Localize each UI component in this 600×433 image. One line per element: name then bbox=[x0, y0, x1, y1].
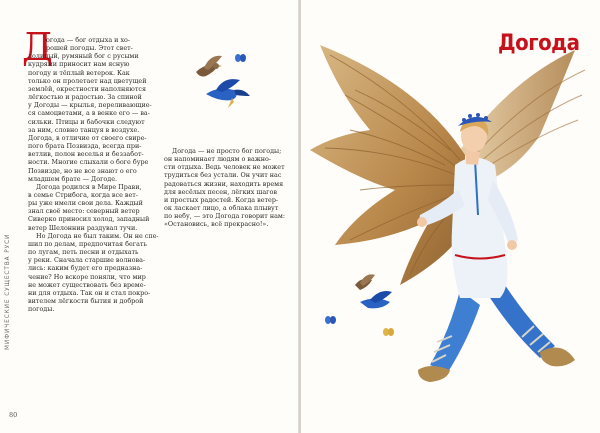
text-line: ности. Многие слыхали о боге буре bbox=[28, 158, 149, 167]
text-line: он напоминает людям о важно- bbox=[164, 155, 271, 164]
text-line: ся самоцветами, а в венке его — ва- bbox=[28, 109, 150, 118]
drop-cap: Д bbox=[22, 25, 53, 69]
butterfly-icon bbox=[325, 316, 336, 324]
text-line: у Догоды — крылья, переливающие- bbox=[28, 101, 152, 110]
trousers bbox=[430, 285, 555, 372]
dogoda-illustration bbox=[300, 40, 600, 430]
blue-bird-icon bbox=[206, 79, 250, 108]
wing-left bbox=[310, 45, 465, 285]
text-line: ветлив, полон веселья и беззабот- bbox=[28, 150, 144, 159]
text-line: Сиверко приносил холод, западный bbox=[28, 215, 150, 224]
text-line: пого брата Позвизда, всегда при- bbox=[28, 142, 142, 151]
text-line: в семье Стрибога, когда все вет- bbox=[28, 190, 138, 199]
hand-right bbox=[507, 240, 517, 250]
text-line: ветер Шелоннин раздувал тучи. bbox=[28, 223, 138, 232]
text-line: Догода родился в Мире Прави, bbox=[36, 182, 142, 191]
text-line: знал своё место: северный ветер bbox=[28, 207, 140, 216]
sparrow-icon bbox=[355, 274, 375, 290]
page-heading: Догода bbox=[498, 31, 580, 56]
left-page bbox=[0, 0, 299, 433]
butterfly-icon bbox=[383, 328, 394, 336]
text-line: землёй, окрестности наполняются bbox=[28, 84, 146, 93]
text-line: младшем брате — Догоде. bbox=[28, 174, 118, 183]
text-line: у реки. Сначала старшие волнова- bbox=[28, 256, 146, 265]
text-line: Догода, в отличие от своего свире- bbox=[28, 133, 147, 142]
text-line: сти отдыха. Ведь человек не может bbox=[164, 163, 285, 172]
text-line: за ним, словно танцуя в воздухе. bbox=[28, 125, 140, 134]
text-column-2 bbox=[164, 147, 294, 229]
text-line: ры уже имели свои дела. Каждый bbox=[28, 199, 143, 208]
text-line: ок ласкает лицо, а облака плывут bbox=[164, 204, 279, 213]
side-title-text: МИФИЧЕСКИЕ СУЩЕСТВА РУСИ bbox=[5, 233, 11, 350]
text-line: не может существовать без време- bbox=[28, 280, 146, 289]
text-line: шил по делам, предпочитая бегать bbox=[28, 239, 147, 248]
text-column-1 bbox=[28, 36, 172, 314]
text-line: лёгкостью и радостью. За спиной bbox=[28, 93, 142, 102]
text-line: ни для отдыха. Так он и стал покро- bbox=[28, 288, 151, 297]
text-line: Но Догода не был таким. Он не спе- bbox=[36, 231, 159, 240]
birds-illustration bbox=[188, 50, 258, 115]
text-line: рошей погоды. Этот свет- bbox=[46, 44, 133, 53]
text-line: трудиться без устали. Он учит нас bbox=[164, 171, 282, 180]
text-line: для весёлых песен, лёгких шагов bbox=[164, 187, 277, 196]
text-line: «Остановись, всё прекрасно!». bbox=[164, 220, 269, 229]
text-line: радоваться жизни, находить время bbox=[164, 179, 284, 188]
text-line: огода — бог отдыха и хо- bbox=[46, 36, 131, 44]
text-line: только он пролетает над цветущей bbox=[28, 76, 147, 85]
side-running-title bbox=[5, 130, 15, 350]
text-line: лолицый, румяный бог с русыми bbox=[28, 52, 139, 61]
text-line: чение? Но вскоре поняли, что мир bbox=[28, 272, 146, 281]
text-line: кудрями приносит нам ясную bbox=[28, 60, 130, 69]
text-line: по небу, — это Догода говорит нам: bbox=[164, 212, 286, 221]
text-line: и простых радостей. Когда ветер- bbox=[164, 195, 279, 204]
text-line: Позвизде, но не все знают о его bbox=[28, 166, 137, 175]
text-line: погоду и тёплый ветерок. Как bbox=[28, 68, 130, 77]
text-line: по лугам, петь песни и отдыхать bbox=[28, 248, 139, 257]
text-line: Догода — не просто бог погоды; bbox=[172, 147, 282, 155]
page-number: 80 bbox=[9, 411, 18, 419]
hand-left bbox=[417, 217, 427, 227]
butterfly-icon bbox=[235, 54, 246, 62]
text-line: погоды. bbox=[28, 305, 55, 314]
text-line: лись: каким будет его предназна- bbox=[28, 264, 143, 273]
blue-bird-icon bbox=[360, 291, 392, 308]
text-line: вителем лёгкости бытия и доброй bbox=[28, 297, 144, 305]
text-line: сильки. Птицы и бабочки следуют bbox=[28, 117, 145, 126]
sparrow-icon bbox=[196, 56, 222, 77]
